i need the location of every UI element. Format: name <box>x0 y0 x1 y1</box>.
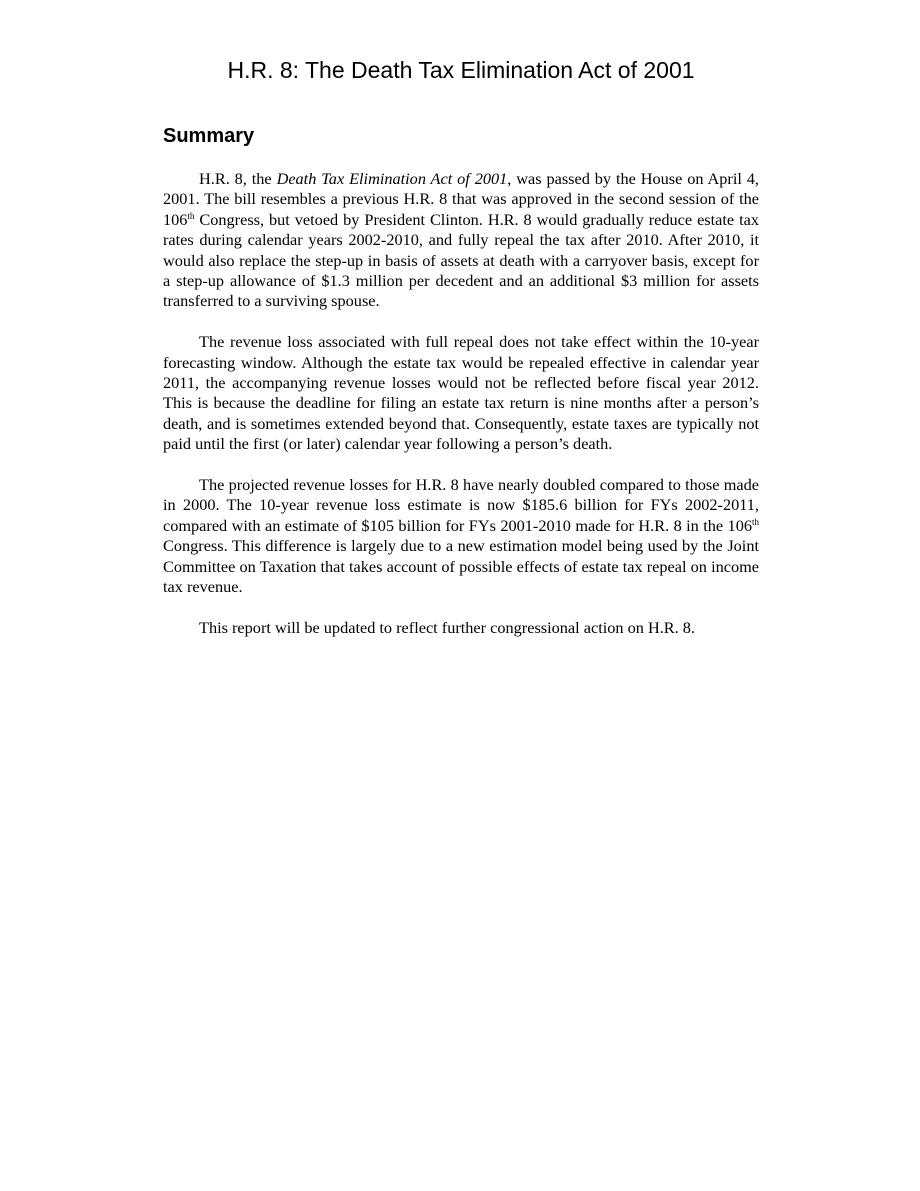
paragraph-text: , was passed by the House on April 4, 2001. The bill resembles a previous H.R. 8 that was approved in the second session of the 106 <box>163 169 759 229</box>
summary-body <box>163 169 759 659</box>
document-title: H.R. 8: The Death Tax Elimination Act of 2001 <box>227 57 695 83</box>
summary-paragraph-4: This report will be updated to reflect further congressional action on H.R. 8. <box>199 617 695 637</box>
paragraph-text: H.R. 8, the <box>199 169 277 188</box>
summary-paragraph-1 <box>163 169 759 312</box>
ordinal-superscript: th <box>751 516 759 527</box>
paragraph-text: The projected revenue losses for H.R. 8 have nearly doubled compared to those made in 2000. The 10-year revenue loss estimate is now $185.6 billion for FYs 2002-2011, compared with an estimate of $105 billion for FYs 2001-2010 made for H.R. 8 in the 106 <box>163 475 759 535</box>
ordinal-superscript: th <box>187 210 195 221</box>
paragraph-text: Congress, but vetoed by President Clinton. H.R. 8 would gradually reduce estate tax rates during calendar years 2002-2010, and fully repeal the tax after 2010. After 2010, it would also replace the step-up in basis of assets at death with a carryover basis, except for a step-up allowance of $1.3 million per decedent and an additional $3 million for assets transferred to a surviving spouse. <box>163 209 759 311</box>
summary-paragraph-2: The revenue loss associated with full repeal does not take effect within the 10-year forecasting window. Although the estate tax would be repealed effective in calendar year 2011, the accompanying revenue losses would not be reflected before fiscal year 2012. This is because the deadline for filing an estate tax return is nine months after a person’s death, and is sometimes extended beyond that. Consequently, estate taxes are typically not paid until the first (or later) calendar year following a person’s death. <box>163 332 759 454</box>
summary-paragraph-3 <box>163 475 759 597</box>
section-heading-summary: Summary <box>163 125 255 147</box>
paragraph-text: Congress. This difference is largely due to a new estimation model being used by the Joint Committee on Taxation that takes account of possible effects of estate tax repeal on income tax revenue. <box>163 536 759 597</box>
act-name-italic: Death Tax Elimination Act of 2001 <box>276 169 508 188</box>
